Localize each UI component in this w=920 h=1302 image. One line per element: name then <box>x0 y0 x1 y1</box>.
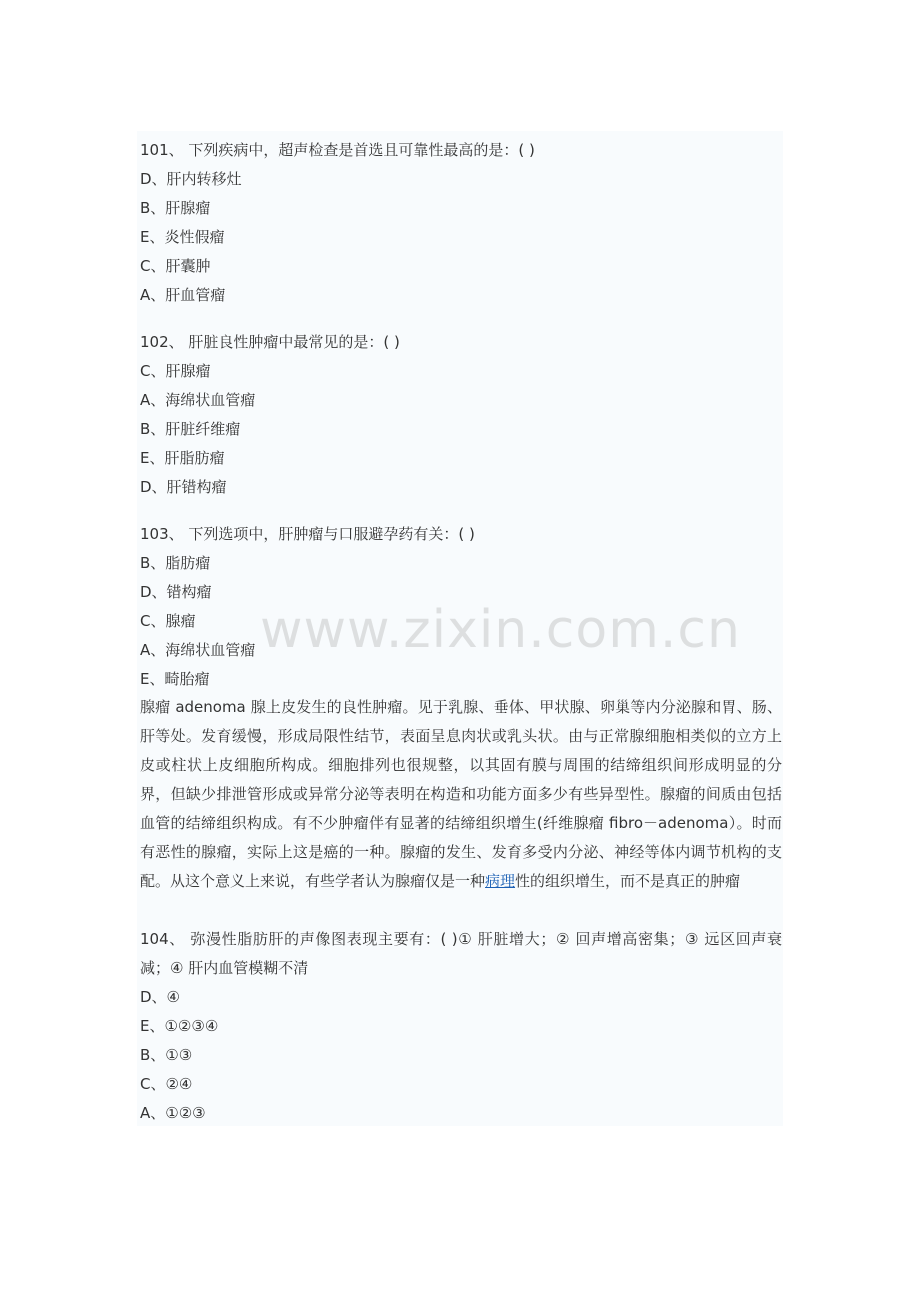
question-104-option: C、②④ <box>140 1075 193 1093</box>
adenoma-explanation <box>140 693 782 896</box>
question-104-stem: 104、 弥漫性脂肪肝的声像图表现主要有：( )① 肝脏增大；② 回声增高密集；③ 远区回声衰减；④ 肝内血管模糊不清 <box>140 930 782 977</box>
question-101-option: B、肝腺瘤 <box>140 199 211 217</box>
explanation-text: 腺瘤 adenoma 腺上皮发生的良性肿瘤。见于乳腺、垂体、甲状腺、卵巢等内分泌腺和胃、肠、肝等处。发育缓慢，形成局限性结节，表面呈息肉状或乳头状。由与正常腺细胞相类似的立方上皮或柱状上皮细胞所构成。细胞排列也很规整，以其固有膜与周围的结缔组织间形成明显的分界，但缺少排泄管形成或异常分泌等表明在构造和功能方面多少有些异型性。腺瘤的间质由包括血管的结缔组织构成。有不少肿瘤伴有显著的结缔组织增生(纤维腺瘤 fibro－adenoma）。时而有恶性的腺瘤，实际上这是癌的一种。腺瘤的发生、发育多受内分泌、神经等体内调节机构的支配。从这个意义上来说，有些学者认为腺瘤仅是一种 <box>140 698 782 890</box>
question-102-option: E、肝脂肪瘤 <box>140 449 225 467</box>
question-101-option: C、肝囊肿 <box>140 257 211 275</box>
question-104-option: D、④ <box>140 988 180 1006</box>
question-103-option: A、海绵状血管瘤 <box>140 641 256 659</box>
question-103-stem: 103、 下列选项中，肝肿瘤与口服避孕药有关：( ) <box>140 525 475 543</box>
question-104-option: E、①②③④ <box>140 1017 219 1035</box>
question-101-option: D、肝内转移灶 <box>140 170 242 188</box>
question-101-option: E、炎性假瘤 <box>140 228 225 246</box>
question-103-option: D、错构瘤 <box>140 583 212 601</box>
explanation-text-end: 性的组织增生，而不是真正的肿瘤 <box>515 872 741 890</box>
question-102-option: C、肝腺瘤 <box>140 362 211 380</box>
question-102-option: B、肝脏纤维瘤 <box>140 420 241 438</box>
pathology-link[interactable]: 病理 <box>485 872 516 890</box>
document-body <box>137 131 783 1126</box>
question-102-option: A、海绵状血管瘤 <box>140 391 256 409</box>
question-102-stem: 102、 肝脏良性肿瘤中最常见的是：( ) <box>140 333 400 351</box>
question-103-option: E、畸胎瘤 <box>140 670 210 688</box>
question-101-stem: 101、 下列疾病中，超声检查是首选且可靠性最高的是：( ) <box>140 141 535 159</box>
question-104-option: B、①③ <box>140 1046 193 1064</box>
watermark: www.zixin.com.cn <box>260 600 741 660</box>
question-102-option: D、肝错构瘤 <box>140 478 227 496</box>
question-103-option: B、脂肪瘤 <box>140 554 211 572</box>
question-103-option: C、腺瘤 <box>140 612 196 630</box>
question-101-option: A、肝血管瘤 <box>140 286 226 304</box>
question-104-option: A、①②③ <box>140 1104 206 1122</box>
